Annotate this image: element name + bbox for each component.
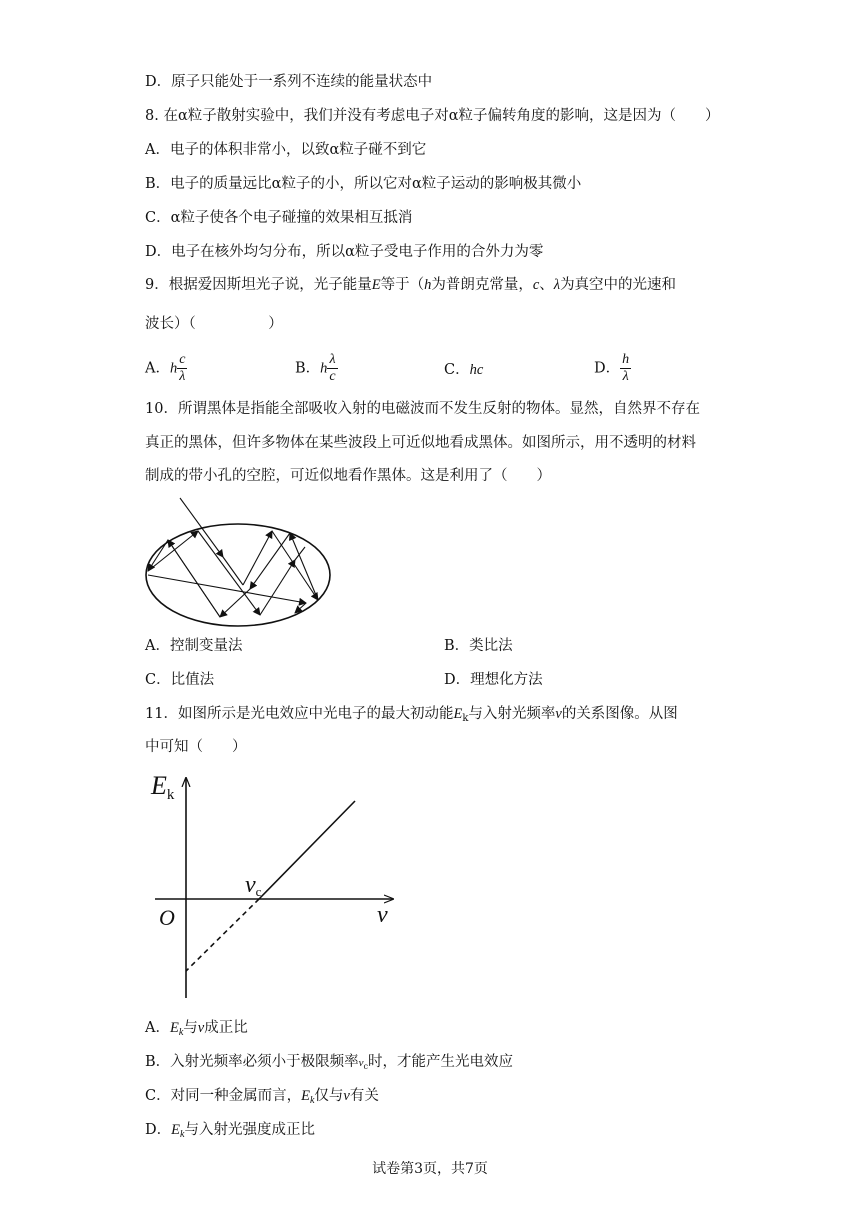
q9-option-d: D． $\frac{h}{\lambda}$ [594, 352, 630, 384]
q8-option-b: B．电子的质量远比α粒子的小，所以它对α粒子运动的影响极其微小 [145, 176, 582, 192]
q8-stem: 8. 在α粒子散射实验中，我们并没有考虑电子对α粒子偏转角度的影响，这是因为（ ） [145, 108, 720, 124]
page-footer: 试卷第3页，共7页 [372, 1161, 488, 1177]
q10-option-d: D．理想化方法 [444, 672, 543, 688]
q10-stem-line3: 制成的带小孔的空腔，可近似地看作黑体。这是利用了（ ） [145, 468, 551, 484]
y-axis-label: Ek [151, 771, 175, 803]
ray-path [148, 498, 318, 617]
q10-stem-line2: 真正的黑体，但许多物体在某些波段上可近似地看成黑体。如图所示，用不透明的材料 [145, 435, 696, 451]
threshold-frequency-label: νc [245, 872, 262, 899]
q9-stem-line2: 波长）（ ） [145, 316, 283, 332]
ek-nu-graph [145, 768, 400, 1003]
q8-option-c: C．α粒子使各个电子碰撞的效果相互抵消 [145, 210, 413, 226]
q8-option-a: A．电子的体积非常小，以致α粒子碰不到它 [145, 142, 427, 158]
q10-option-c: C．比值法 [145, 672, 215, 688]
ek-line-solid [259, 801, 355, 899]
blackbody-cavity-figure [140, 495, 340, 630]
origin-label: O [159, 905, 175, 930]
ek-line-dashed [186, 899, 259, 971]
q11-option-b: B．入射光频率必须小于极限频率$\nu_c$时，才能产生光电效应 [145, 1054, 514, 1071]
cavity-ellipse [146, 524, 330, 626]
x-axis-label: ν [377, 902, 388, 928]
q9-option-b: B．h $\frac{\lambda}{c}$ [295, 352, 336, 384]
q11-stem-line1: 11．如图所示是光电效应中光电子的最大初动能$E_k$与入射光频率ν的关系图像。从图 [145, 706, 678, 724]
q10-option-a: A．控制变量法 [145, 638, 243, 654]
q11-option-a: A．$E_k$与ν成正比 [145, 1020, 248, 1038]
q7-option-d: D．原子只能处于一系列不连续的能量状态中 [145, 74, 433, 90]
q9-option-a: A．h $\frac{c}{\lambda}$ [145, 352, 186, 384]
q11-option-d: D．$E_k$与入射光强度成正比 [145, 1122, 315, 1140]
q11-stem-line2: 中可知（ ） [145, 739, 247, 755]
q11-option-c: C．对同一种金属而言，$E_k$仅与ν有关 [145, 1088, 379, 1106]
q10-stem-line1: 10．所谓黑体是指能全部吸收入射的电磁波而不发生反射的物体。显然，自然界不存在 [145, 401, 700, 417]
q9-option-c: C．hc [444, 362, 484, 378]
q9-stem-line1: 9．根据爱因斯坦光子说，光子能量E等于（h为普朗克常量，c、λ为真空中的光速和 [145, 277, 677, 293]
q8-option-d: D．电子在核外均匀分布，所以α粒子受电子作用的合外力为零 [145, 244, 544, 260]
q10-option-b: B．类比法 [444, 638, 513, 654]
